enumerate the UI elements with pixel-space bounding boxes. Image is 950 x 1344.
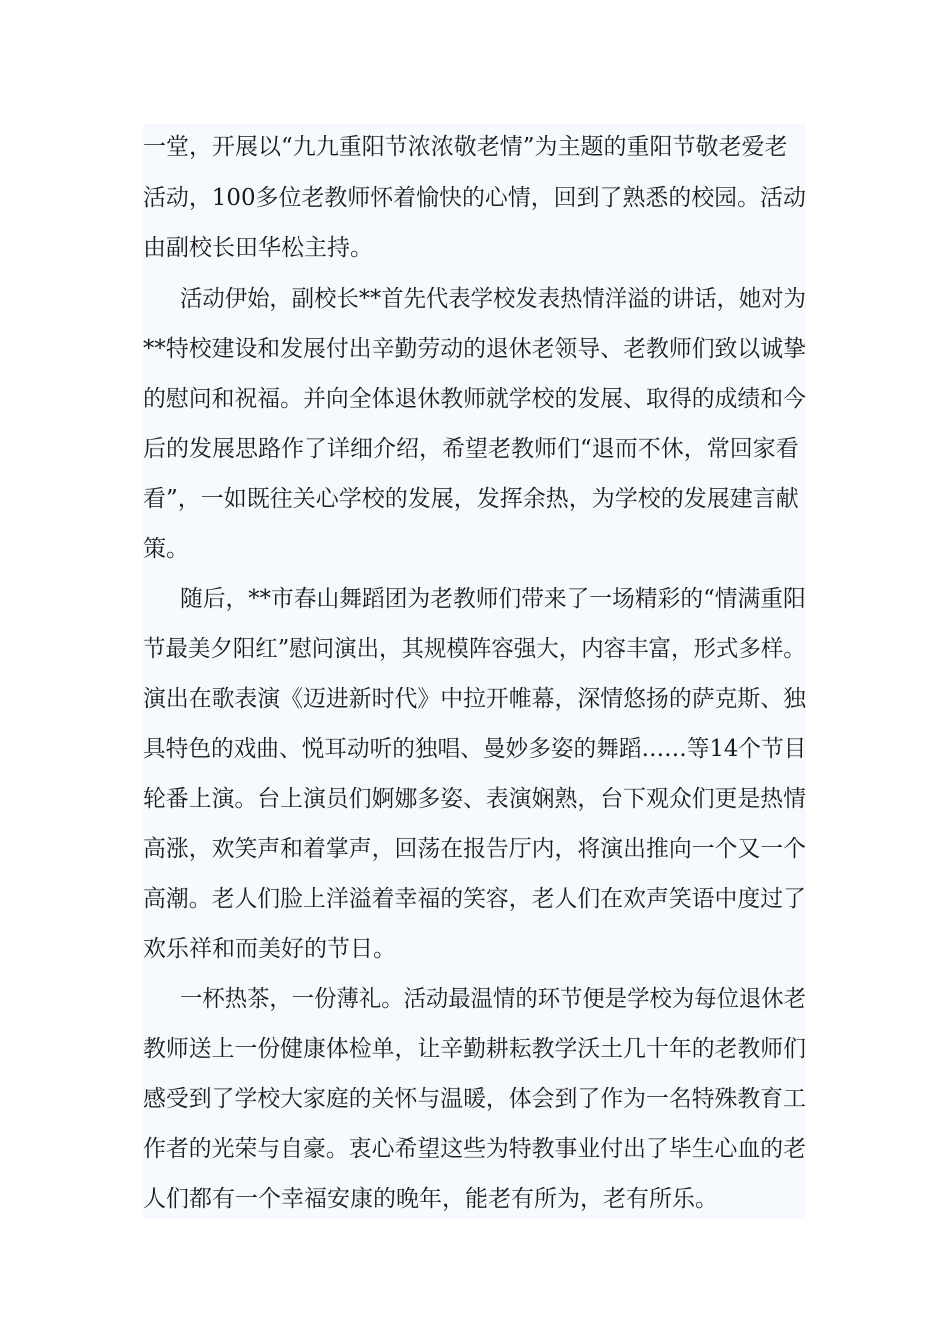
paragraph-3-line-4: 具特色的戏曲、悦耳动听的独唱、曼妙多姿的舞蹈……等14个节目 — [143, 736, 807, 762]
paragraph-4-line-4: 作者的光荣与自豪。衷心希望这些为特教事业付出了毕生心血的老 — [143, 1136, 806, 1162]
paragraph-1-line-1: 一堂，开展以“九九重阳节浓浓敬老情”为主题的重阳节敬老爱老 — [143, 134, 788, 160]
paragraph-1-line-2: 活动，100多位老教师怀着愉快的心情，回到了熟悉的校园。活动 — [143, 185, 806, 211]
paragraph-3-line-2: 节最美夕阳红”慰问演出，其规模阵容强大，内容丰富，形式多样。 — [143, 636, 806, 662]
paragraph-3-line-7: 高潮。老人们脸上洋溢着幸福的笑容，老人们在欢声笑语中度过了 — [143, 886, 806, 912]
article-body — [143, 124, 806, 1219]
paragraph-3-line-5: 轮番上演。台上演员们婀娜多姿、表演娴熟，台下观众们更是热情 — [143, 786, 806, 812]
paragraph-3-line-3: 演出在歌表演《迈进新时代》中拉开帷幕，深情悠扬的萨克斯、独 — [143, 686, 806, 712]
paragraph-2-line-6: 策。 — [143, 536, 189, 562]
paragraph-4-line-5: 人们都有一个幸福安康的晚年，能老有所为，老有所乐。 — [143, 1186, 718, 1212]
paragraph-3-line-1: 随后，**市春山舞蹈团为老教师们带来了一场精彩的“情满重阳 — [180, 586, 806, 612]
paragraph-4-line-2: 教师送上一份健康体检单，让辛勤耕耘教学沃土几十年的老教师们 — [143, 1036, 806, 1062]
paragraph-3-line-6: 高涨，欢笑声和着掌声，回荡在报告厅内，将演出推向一个又一个 — [143, 836, 806, 862]
paragraph-1-line-3: 由副校长田华松主持。 — [143, 235, 373, 261]
paragraph-2-line-5: 看”，一如既往关心学校的发展，发挥余热，为学校的发展建言献 — [143, 486, 799, 512]
paragraph-4-line-1: 一杯热茶，一份薄礼。活动最温情的环节便是学校为每位退休老 — [180, 986, 806, 1012]
paragraph-4-line-3: 感受到了学校大家庭的关怀与温暖，体会到了作为一名特殊教育工 — [143, 1086, 806, 1112]
paragraph-3-line-8: 欢乐祥和而美好的节日。 — [143, 936, 396, 962]
paragraph-2-line-1: 活动伊始，副校长**首先代表学校发表热情洋溢的讲话，她对为 — [180, 286, 806, 312]
paragraph-2-line-3: 的慰问和祝福。并向全体退休教师就学校的发展、取得的成绩和今 — [143, 386, 806, 412]
paragraph-2-line-4: 后的发展思路作了详细介绍，希望老教师们“退而不休，常回家看 — [143, 436, 799, 462]
paragraph-2-line-2: **特校建设和发展付出辛勤劳动的退休老领导、老教师们致以诚挚 — [143, 336, 806, 362]
